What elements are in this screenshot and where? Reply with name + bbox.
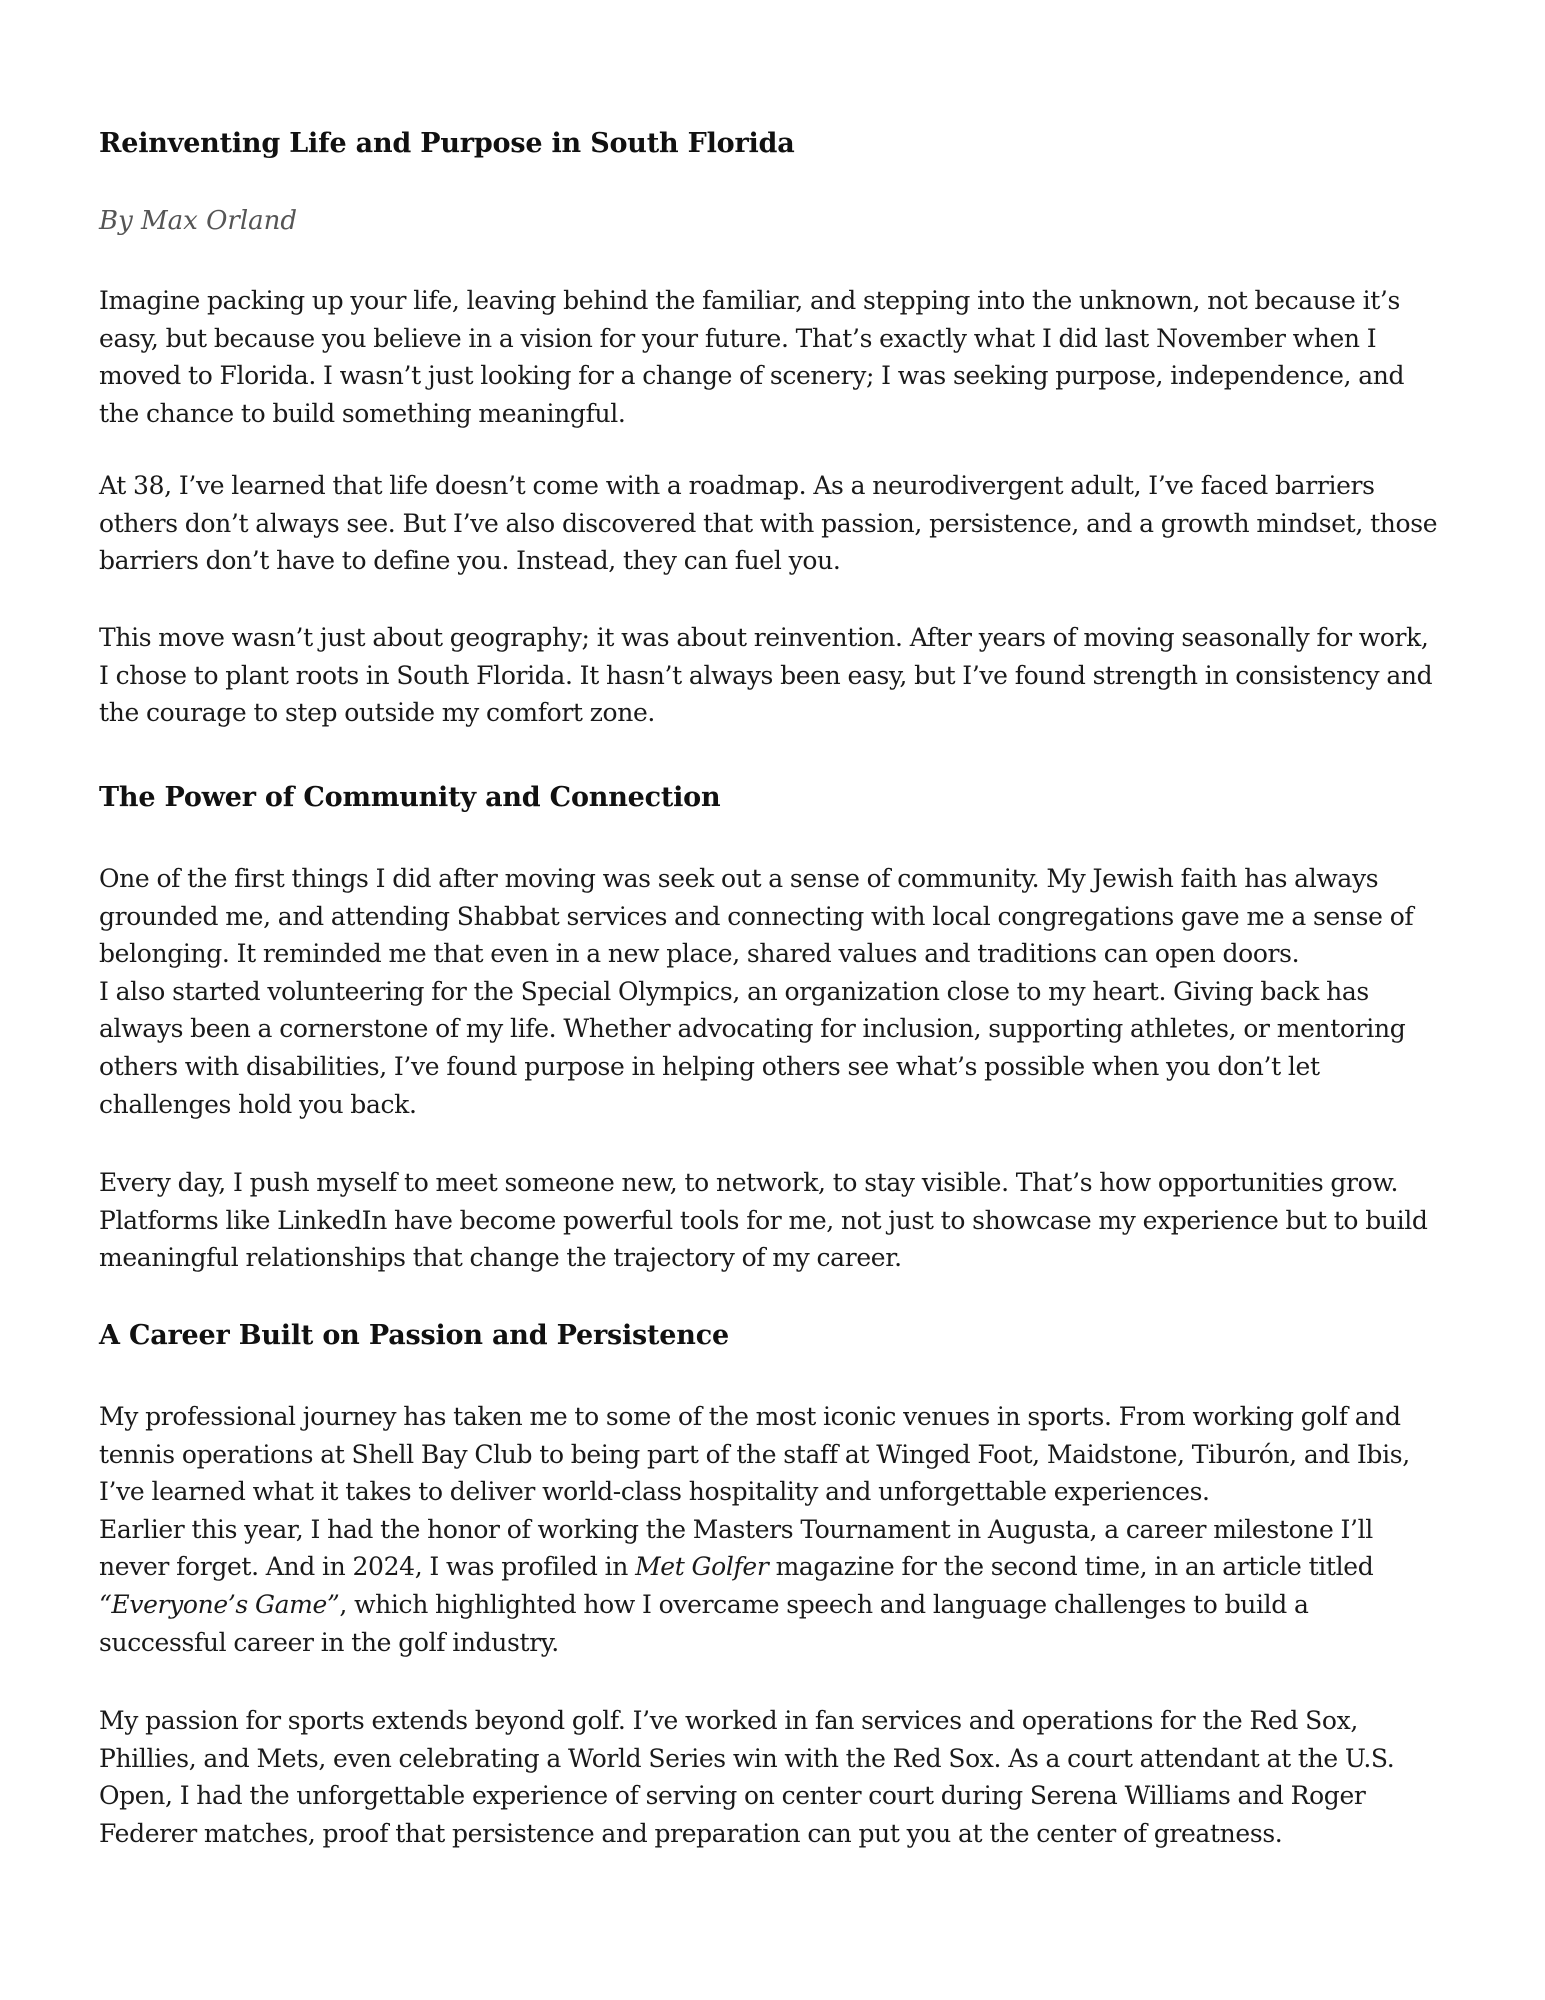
career-paragraph-2: My passion for sports extends beyond golf. I’ve worked in fan services and operations for the Red Sox, Phillies, and Mets, even celebrating a World Series win with the Red Sox. As a court attendant at the U.S. Open, I had the unforgettable experience of serving on center court during Serena Williams and Roger Federer matches, proof that persistence and preparation can put you at the center of greatness. (99, 1706, 1395, 1848)
section-heading-career: A Career Built on Passion and Persistence (99, 1320, 729, 1351)
career-paragraph-1-part-b-pre: Earlier this year, I had the honor of working the Masters Tournament in Augusta, a career milestone I’ll never forget. And in 2024, I was profiled in (99, 1514, 1373, 1582)
community-paragraph-2: Every day, I push myself to meet someone new, to network, to stay visible. That’s how opportunities grow. Platforms like LinkedIn have become powerful tools for me, not just to showcase my experience but to build meaningful relationships that change the trajectory of my career. (99, 1168, 1428, 1273)
career-paragraph-1-part-b-mid: magazine for the second time, in an article titled (768, 1552, 1374, 1582)
intro-paragraph-3: This move wasn’t just about geography; it was about reinvention. After years of moving seasonally for work, I chose to plant roots in South Florida. It hasn’t always been easy, but I’ve found strength in consistency and the courage to step outside my comfort zone. (99, 623, 1433, 728)
community-paragraph-1 (99, 860, 1439, 1123)
byline: By Max Orland (99, 206, 298, 236)
section-heading-community: The Power of Community and Connection (99, 782, 721, 813)
intro-paragraph-2: At 38, I’ve learned that life doesn’t come with a roadmap. As a neurodivergent adult, I’ve faced barriers others don’t always see. But I’ve also discovered that with passion, persistence, and a growth mindset, those barriers don’t have to define you. Instead, they can fuel you. (99, 471, 1438, 576)
career-paragraph-1 (99, 1398, 1439, 1661)
career-paragraph-1-part-a: My professional journey has taken me to some of the most iconic venues in sports. From working golf and tennis operations at Shell Bay Club to being part of the staff at Winged Foot, Maidstone, Tiburón, and Ibis, I’ve learned what it takes to deliver world-class hospitality and unforgettable experiences. (99, 1402, 1410, 1507)
community-paragraph-1-part-b: I also started volunteering for the Special Olympics, an organization close to my heart. Giving back has always been a cornerstone of my life. Whether advocating for inclusion, supporting athletes, or mentoring others with disabilities, I’ve found purpose in helping others see what’s possible when you don’t let challenges hold you back. (99, 976, 1406, 1119)
community-paragraph-1-part-a: One of the first things I did after moving was seek out a sense of community. My Jewish faith has always grounded me, and attending Shabbat services and connecting with local congregations gave me a sense of belonging. It reminded me that even in a new place, shared values and traditions can open doors. (99, 864, 1414, 969)
career-paragraph-1-part-b-post: , which highlighted how I overcame speech and language challenges to build a successful career in the golf industry. (99, 1589, 1309, 1657)
intro-paragraph-1: Imagine packing up your life, leaving behind the familiar, and stepping into the unknown, not because it’s easy, but because you believe in a vision for your future. That’s exactly what I did last November when I moved to Florida. I wasn’t just looking for a change of scenery; I was seeking purpose, independence, and the chance to build something meaningful. (99, 286, 1405, 428)
article-title-reference: “Everyone’s Game” (99, 1589, 340, 1619)
article-title: Reinventing Life and Purpose in South Florida (99, 128, 795, 159)
magazine-name: Met Golfer (635, 1552, 769, 1582)
